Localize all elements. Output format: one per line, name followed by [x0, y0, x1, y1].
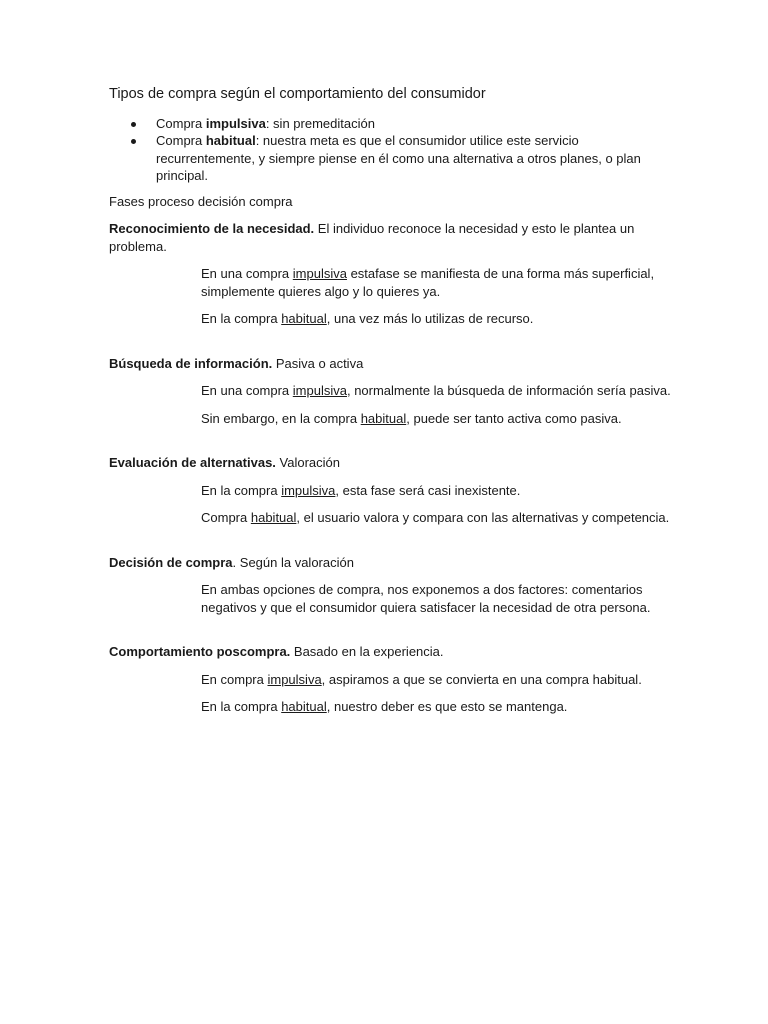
section-paragraph: Sin embargo, en la compra habitual, puede ser tanto activa como pasiva.	[201, 410, 622, 426]
document-title: Tipos de compra según el comportamiento del consumidor	[109, 86, 486, 102]
section-paragraph: En una compra impulsiva estafase se manifiesta de una forma más superficial, simplemente quieres algo y lo quieres ya.	[201, 266, 655, 299]
section-paragraph: En la compra habitual, nuestro deber es que esto se mantenga.	[201, 699, 568, 714]
document-page	[109, 86, 669, 726]
section-heading: Evaluación de alternativas. Valoración	[109, 455, 340, 470]
section-heading: Búsqueda de información. Pasiva o activa	[109, 355, 364, 371]
section-heading: Decisión de compra. Según la valoración	[109, 554, 354, 570]
phases-title: Fases proceso decisión compra	[109, 193, 293, 209]
bullet-icon	[131, 139, 136, 144]
list-item: Compra impulsiva: sin premeditación	[109, 115, 656, 133]
section-heading: Comportamiento poscompra. Basado en la experiencia.	[109, 644, 444, 659]
list-item: Compra habitual: nuestra meta es que el consumidor utilice este servicio recurrentemente, y siempre piense en él como una alternativa a otros planes, o plan principal.	[109, 132, 656, 185]
section-paragraph: En la compra impulsiva, esta fase será casi inexistente.	[201, 482, 521, 498]
section-paragraph: En la compra habitual, una vez más lo utilizas de recurso.	[201, 311, 534, 326]
section-paragraph: Compra habitual, el usuario valora y compara con las alternativas y competencia.	[201, 510, 670, 525]
section-paragraph: En ambas opciones de compra, nos exponemos a dos factores: comentarios negativos y que el consumidor quiera satisfacer la necesidad de otra persona.	[201, 582, 651, 615]
section-paragraph: En una compra impulsiva, normalmente la búsqueda de información sería pasiva.	[201, 383, 671, 398]
section-paragraph: En compra impulsiva, aspiramos a que se convierta en una compra habitual.	[201, 671, 642, 687]
bullet-icon	[131, 122, 136, 127]
section-heading: Reconocimiento de la necesidad. El individuo reconoce la necesidad y esto le plantea un problema.	[109, 221, 635, 254]
purchase-types-list	[109, 115, 669, 185]
